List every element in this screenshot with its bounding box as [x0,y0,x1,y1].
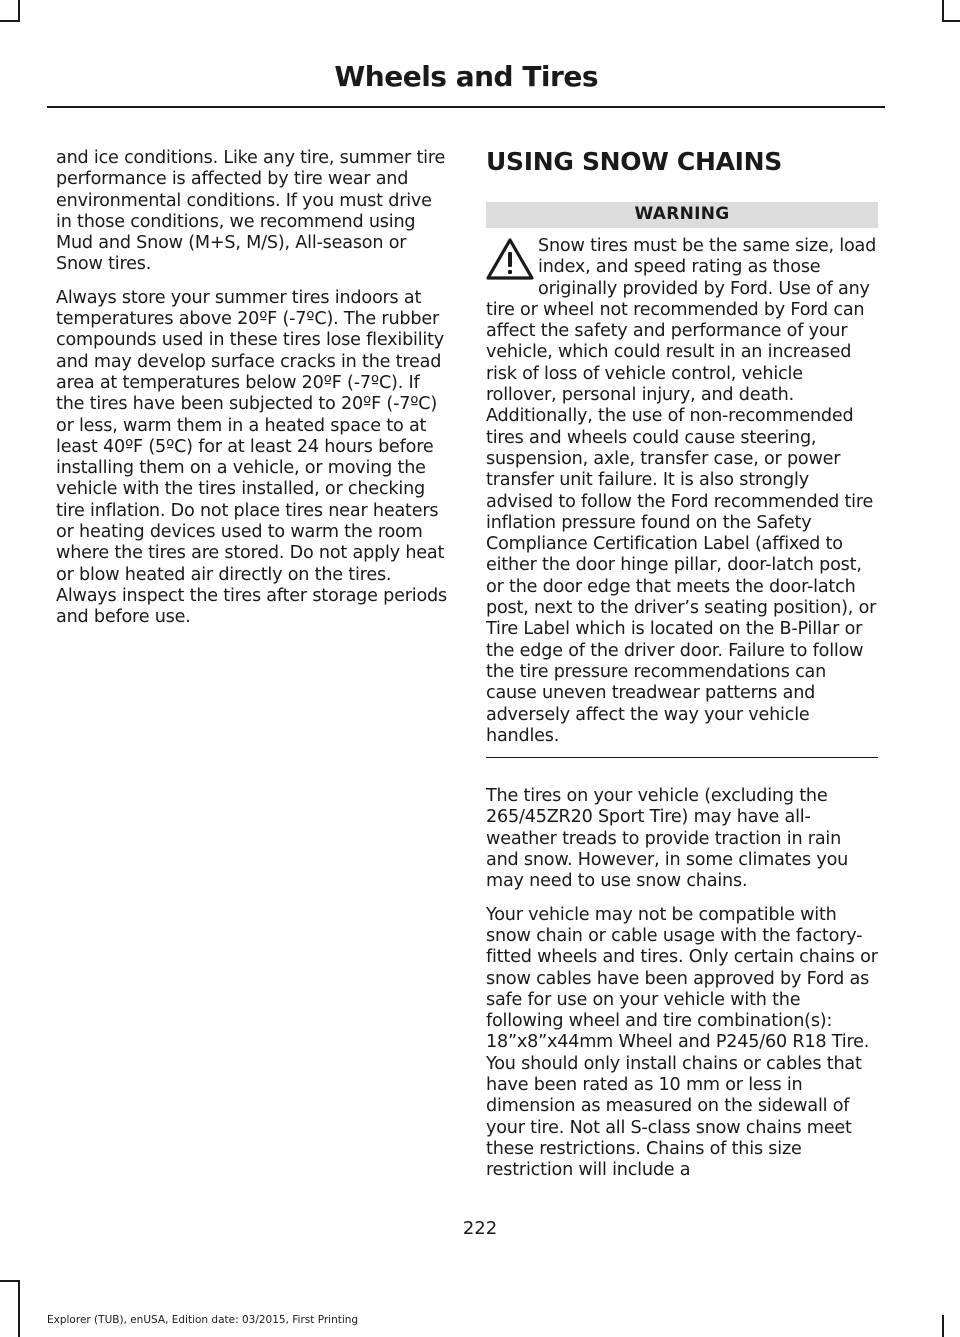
right-column [486,146,878,1193]
paragraph: The tires on your vehicle (excluding the 265/45ZR20 Sport Tire) may have all-weather treads to provide traction in rain and snow. However, in some climates you may need to use snow chains. [486,786,849,892]
crop-mark-top-right-vertical [942,0,944,22]
crop-mark-top-left-vertical [18,0,20,22]
paragraph: Always store your summer tires indoors at temperatures above 20ºF (-7ºC). The rubber compounds used in these tires lose flexibility and may develop surface cracks in the tread area at temperatures below 20ºF (-7ºC). If the tires have been subjected to 20ºF (-7ºC) or less, warm them in a heated space to at least 40ºF (5ºC) for at least 24 hours before installing them on a vehicle, or moving the vehicle with the tires installed, or checking tire inflation. Do not place tires near heaters or heating devices used to warm the room where the tires are stored. Do not apply heat or blow heated air directly on the tires. Always inspect the tires after storage periods and before use. [56,287,447,628]
crop-mark-bottom-right-vertical [942,1315,944,1337]
warning-text: Snow tires must be the same size, load index, and speed rating as those originally provided by Ford. Use of any tire or wheel not recommended by Ford can affect the safety and performance of your vehicle, which could result in an increased risk of loss of vehicle control, vehicle rollover, personal injury, and death. Additionally, the use of non-recommended tires and wheels could cause steering, suspension, axle, transfer case, or power transfer unit failure. It is also strongly advised to follow the Ford recommended tire inflation pressure found on the Safety Compliance Certification Label (affixed to either the door hinge pillar, door-latch post, or the door edge that meets the door-latch post, next to the driver’s seating position), or Tire Label which is located on the B-Pillar or the edge of the driver door. Failure to follow the tire pressure recommendations can cause uneven treadwear patterns and adversely affect the way your vehicle handles. [486,236,877,746]
page-number: 222 [462,1218,498,1239]
crop-mark-top-right-horizontal [942,20,960,22]
crop-mark-bottom-left-horizontal [0,1280,20,1282]
page-title: Wheels and Tires [334,60,598,93]
header-divider [47,106,885,108]
crop-mark-top-left-horizontal [0,20,20,22]
crop-mark-bottom-left-vertical [18,1280,20,1337]
paragraph: and ice conditions. Like any tire, summer tire performance is affected by tire wear and environmental conditions. If you must drive in those conditions, we recommend using Mud and Snow (M+S, M/S), All-season or Snow tires. [56,148,446,275]
warning-triangle-icon [484,236,536,282]
footer-edition-info: Explorer (TUB), enUSA, Edition date: 03/2015, First Printing [47,1314,359,1326]
warning-label: WARNING [486,202,878,228]
section-heading: USING SNOW CHAINS [486,147,782,176]
warning-box [486,236,878,758]
left-column [56,148,448,641]
paragraph: Your vehicle may not be compatible with snow chain or cable usage with the factory-fitted wheels and tires. Only certain chains or snow cables have been approved by Ford as safe for use on your vehicle with the following wheel and tire combination(s): 18”x8”x44mm Wheel and P245/60 R18 Tire. You should only install chains or cables that have been rated as 10 mm or less in dimension as measured on the sidewall of your tire. Not all S-class snow chains meet these restrictions. Chains of this size restriction will include a [486,904,878,1181]
